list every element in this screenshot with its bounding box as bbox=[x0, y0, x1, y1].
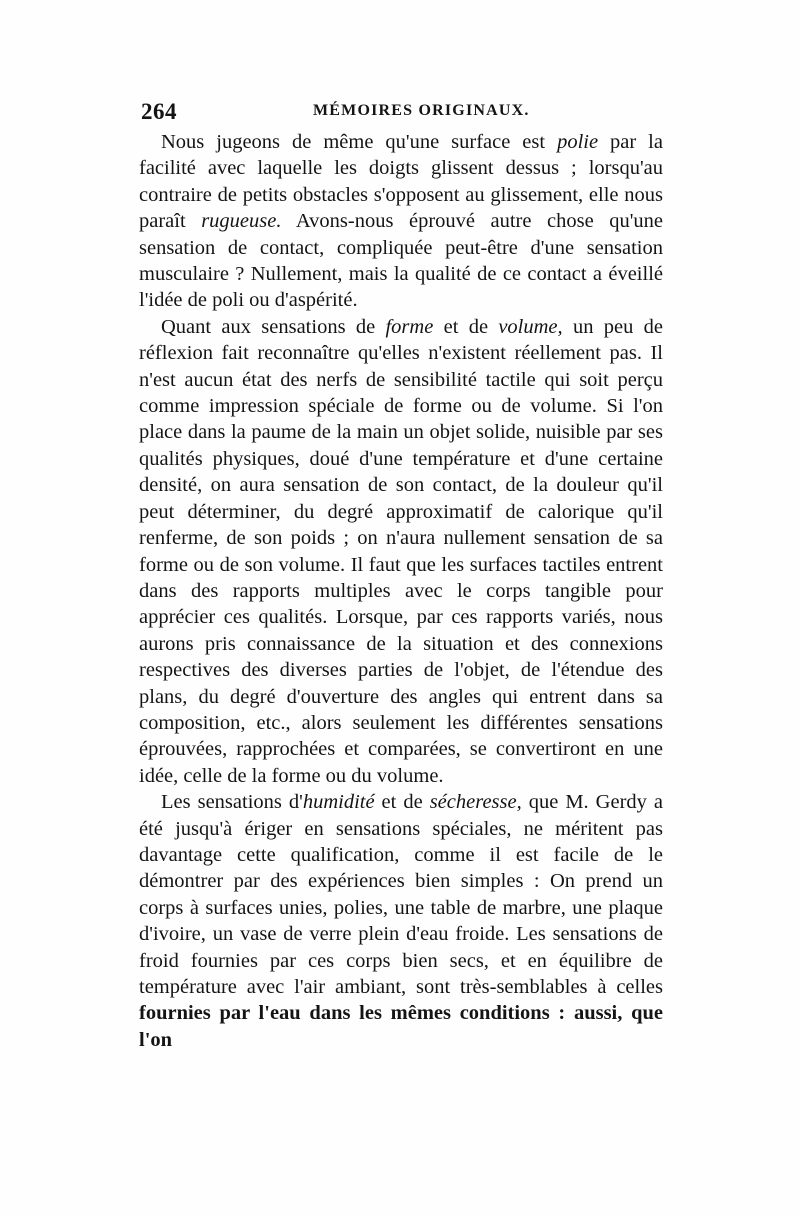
text-segment: et de bbox=[374, 791, 430, 814]
italic-term-humidite: humidité bbox=[302, 791, 375, 814]
text-segment: un peu de réflexion fait reconnaître qu'elles n'existent réellement pas. Il n'est aucun état des nerfs de sensibilité tactile qui soit perçu comme impression spéciale de forme ou de volume. Si l'on place dans la paume de la main un objet solide, nuisible par ses qualités physiques, doué d'une température et d'une certaine densité, on aura sensation de son contact, de la douleur qu'il peut déterminer, du degré approximatif de calorique qu'il renferme, de son poids ; on n'aura nullement sensation de sa forme ou de son volume. Il faut que les surfaces tactiles entrent dans des rapports multiples avec le corps tangible pour apprécier ces qualités. Lorsque, par ces rapports variés, nous aurons pris connaissance de la situation et des connexions respectives des diverses parties de l'objet, de l'étendue des plans, du degré d'ouverture des angles qui entrent dans sa composition, etc., alors seulement les différentes sensations éprouvées, rapprochées et comparées, se convertiront en une idée, celle de la forme ou du volume. bbox=[139, 315, 663, 787]
italic-term-forme: forme bbox=[385, 315, 434, 338]
italic-term-secheresse: sécheresse, bbox=[429, 791, 522, 814]
text-segment: Quant aux sensations de bbox=[161, 315, 386, 338]
paragraph-form-volume bbox=[139, 314, 663, 789]
paragraph-polish-roughness bbox=[139, 129, 663, 314]
text-segment: Les sensations d' bbox=[161, 791, 303, 814]
text-segment: Nous jugeons de même qu'une surface est bbox=[161, 131, 558, 153]
paragraph-humidity-dryness bbox=[139, 789, 663, 1053]
text-segment: par la facilité avec laquelle les doigts glissent dessus ; lorsqu'au contraire de petits obstacles s'opposent au glissement, elle nous paraît bbox=[139, 131, 663, 233]
body-text bbox=[139, 129, 663, 1053]
italic-term-rugueuse: rugueuse. bbox=[201, 210, 282, 233]
italic-term-volume: volume, bbox=[498, 315, 563, 338]
page-number: 264 bbox=[141, 99, 177, 124]
bold-last-line: fournies par l'eau dans les mêmes conditions : aussi, que l'on bbox=[139, 1002, 663, 1051]
text-segment: et de bbox=[433, 315, 499, 338]
italic-term-polie: polie bbox=[557, 131, 599, 153]
text-segment: que M. Gerdy a été jusqu'à ériger en sensations spéciales, ne méritent pas davantage cette qualification, comme il est facile de le démontrer par des expériences bien simples : On prend un corps à surfaces unies, polies, une table de marbre, une plaque d'ivoire, un vase de verre plein d'eau froide. Les sensations de froid fournies par ces corps bien secs, et en équilibre de température avec l'air ambiant, sont très-semblables à celles bbox=[139, 791, 663, 998]
running-title: MÉMOIRES ORIGINAUX. bbox=[313, 102, 530, 119]
text-segment: Avons-nous éprouvé autre chose qu'une sensation de contact, compliquée peut-être d'une sensation musculaire ? Nullement, mais la qualité de ce contact a éveillé l'idée de poli ou d'aspérité. bbox=[139, 210, 663, 312]
page-header bbox=[141, 99, 661, 125]
